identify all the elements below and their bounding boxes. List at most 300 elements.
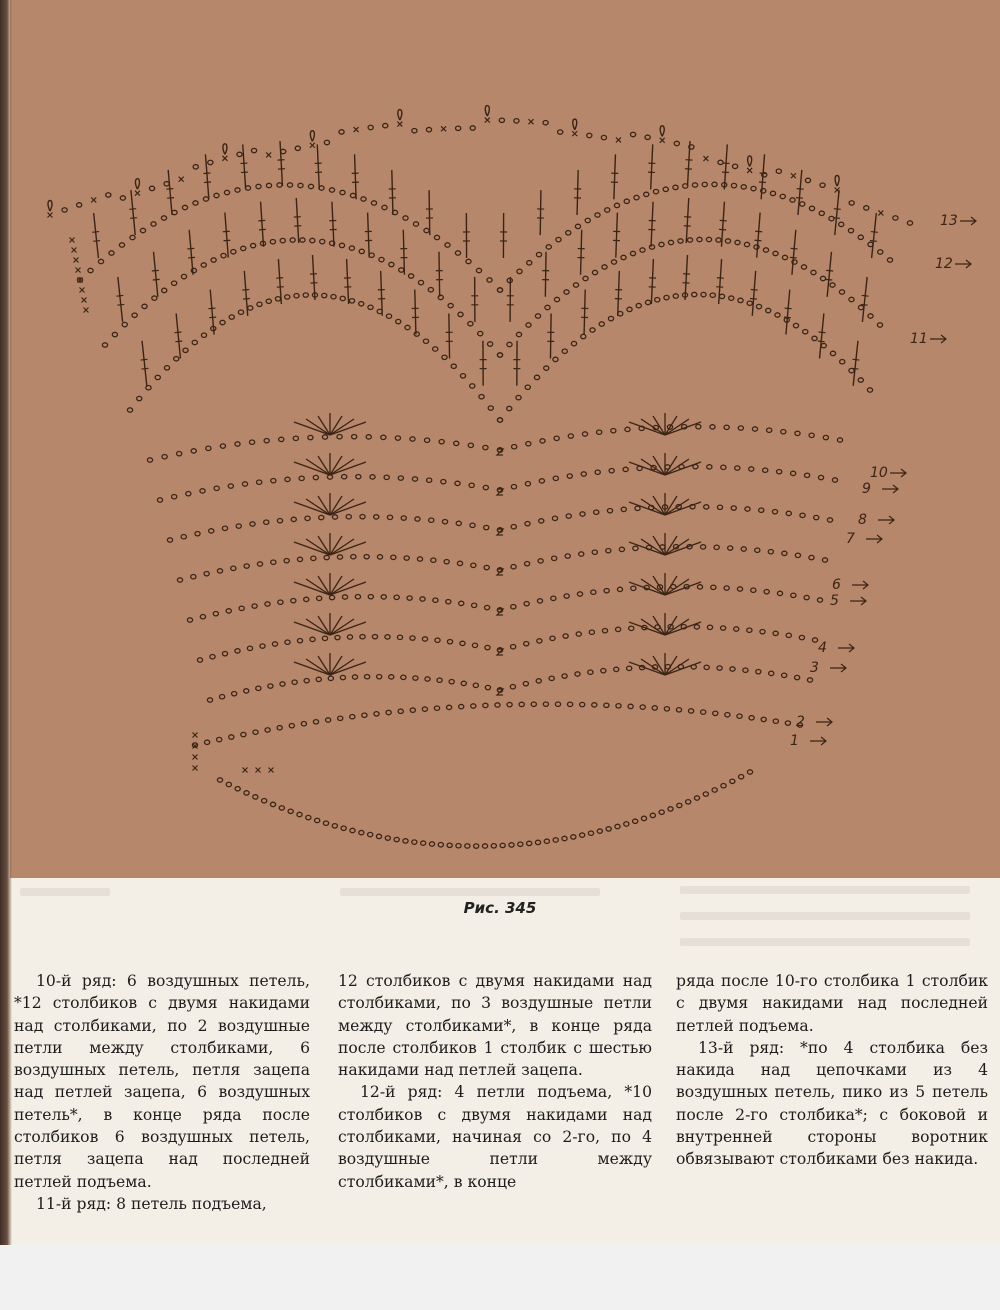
treble-stitch-mark xyxy=(392,170,393,215)
single-crochet-mark xyxy=(74,258,79,263)
chain-stitch-mark xyxy=(592,703,597,707)
chain-stitch-mark xyxy=(551,596,556,600)
chain-stitch-mark xyxy=(222,651,227,655)
chain-stitch-mark xyxy=(339,243,344,247)
fan-stitch-mark xyxy=(294,462,330,475)
chain-stitch-mark xyxy=(322,636,327,640)
treble-stitch-mark xyxy=(261,202,264,247)
chain-stitch-mark xyxy=(219,695,224,699)
chain-stitch-mark xyxy=(313,720,318,724)
treble-stitch-mark xyxy=(545,252,546,297)
yarn-over-tick xyxy=(871,232,878,233)
chain-stitch-mark xyxy=(516,395,521,399)
yarn-over-tick xyxy=(188,257,195,258)
chain-stitch-mark xyxy=(617,587,622,591)
chain-stitch-mark xyxy=(580,512,585,516)
yarn-over-tick xyxy=(750,299,757,300)
chain-stitch-mark xyxy=(62,208,67,212)
chain-stitch-mark xyxy=(512,445,517,449)
fan-stitch-mark xyxy=(629,422,665,435)
chain-stitch-mark xyxy=(268,684,273,688)
chain-stitch-mark xyxy=(374,712,379,716)
chain-stitch-mark xyxy=(621,255,626,259)
chain-stitch-mark xyxy=(714,545,719,549)
chain-stitch-mark xyxy=(773,251,778,255)
chain-stitch-mark xyxy=(235,649,240,653)
chain-stitch-mark xyxy=(311,556,316,560)
treble-stitch-mark xyxy=(189,230,193,275)
chain-stitch-mark xyxy=(768,549,773,553)
chain-stitch-mark xyxy=(386,314,391,318)
chain-stitch-mark xyxy=(294,294,299,298)
fan-stitch-mark xyxy=(629,582,665,595)
chain-stitch-mark xyxy=(377,555,382,559)
chain-stitch-mark xyxy=(132,313,137,317)
chain-stitch-mark xyxy=(410,708,415,712)
chain-stitch-mark xyxy=(332,515,337,519)
yarn-over-tick xyxy=(759,182,766,183)
chain-stitch-mark xyxy=(470,523,475,527)
chain-stitch-mark xyxy=(186,491,191,495)
chain-stitch-mark xyxy=(423,339,428,343)
chain-stitch-mark xyxy=(527,841,532,845)
chain-stitch-mark xyxy=(645,135,650,139)
chain-stitch-mark xyxy=(634,195,639,199)
single-crochet-mark xyxy=(91,197,96,202)
chain-stitch-mark xyxy=(483,445,488,449)
yarn-over-tick xyxy=(141,359,148,360)
yarn-over-tick xyxy=(153,279,160,280)
chain-stitch-mark xyxy=(293,436,298,440)
chain-stitch-mark xyxy=(562,674,567,678)
chain-stitch-mark xyxy=(818,475,823,479)
chain-stitch-mark xyxy=(525,521,530,525)
chain-stitch-mark xyxy=(426,127,431,131)
chain-stitch-mark xyxy=(609,468,614,472)
chain-stitch-mark xyxy=(244,791,249,795)
chain-stitch-mark xyxy=(587,133,592,137)
chain-stitch-mark xyxy=(162,288,167,292)
chain-stitch-mark xyxy=(566,514,571,518)
chain-stitch-mark xyxy=(751,186,756,190)
fan-stitch-mark xyxy=(665,502,701,515)
chain-stitch-mark xyxy=(262,799,267,803)
chain-stitch-mark xyxy=(387,515,392,519)
chain-stitch-mark xyxy=(730,667,735,671)
row-number-label: 12 xyxy=(935,256,953,272)
yarn-over-tick xyxy=(130,218,137,219)
chain-stitch-mark xyxy=(119,243,124,247)
yarn-over-tick xyxy=(796,198,803,199)
yarn-over-tick xyxy=(116,295,123,296)
fan-stitch-mark xyxy=(330,422,366,435)
treble-stitch-mark xyxy=(786,290,790,335)
chain-stitch-mark xyxy=(396,319,401,323)
chain-stitch-mark xyxy=(605,208,610,212)
chain-stitch-mark xyxy=(664,707,669,711)
chain-stitch-mark xyxy=(206,446,211,450)
picot-mark xyxy=(310,131,314,142)
chain-stitch-mark xyxy=(827,518,832,522)
chain-stitch-mark xyxy=(747,628,752,632)
chain-stitch-mark xyxy=(755,548,760,552)
chain-stitch-mark xyxy=(777,469,782,473)
chain-stitch-mark xyxy=(433,347,438,351)
chain-stitch-mark xyxy=(706,237,711,241)
chain-stitch-mark xyxy=(340,190,345,194)
treble-stitch-mark xyxy=(614,154,616,199)
chain-stitch-mark xyxy=(221,253,226,257)
chain-stitch-mark xyxy=(701,292,706,296)
chain-stitch-mark xyxy=(724,586,729,590)
chain-stitch-mark xyxy=(248,306,253,310)
single-crochet-mark xyxy=(193,733,198,738)
chain-stitch-mark xyxy=(394,837,399,841)
treble-stitch-mark xyxy=(835,190,839,235)
chain-stitch-mark xyxy=(809,206,814,210)
chain-stitch-mark xyxy=(368,125,373,129)
treble-stitch-mark xyxy=(280,141,283,186)
chain-stitch-mark xyxy=(535,314,540,318)
chain-stitch-mark xyxy=(192,340,197,344)
chain-stitch-mark xyxy=(352,675,357,679)
chain-stitch-mark xyxy=(471,563,476,567)
chain-stitch-mark xyxy=(410,636,415,640)
chain-stitch-mark xyxy=(488,406,493,410)
chain-stitch-mark xyxy=(655,298,660,302)
chain-stitch-mark xyxy=(576,632,581,636)
chain-stitch-mark xyxy=(725,239,730,243)
chain-stitch-mark xyxy=(721,784,726,788)
chain-stitch-mark xyxy=(674,141,679,145)
chain-stitch-mark xyxy=(500,843,505,847)
chain-stitch-mark xyxy=(735,466,740,470)
yarn-over-tick xyxy=(852,359,859,360)
chain-stitch-mark xyxy=(791,471,796,475)
row-number-label: 5 xyxy=(830,593,839,609)
chain-stitch-mark xyxy=(320,239,325,243)
chain-stitch-mark xyxy=(887,258,892,262)
chain-stitch-mark xyxy=(571,835,576,839)
chain-stitch-mark xyxy=(775,313,780,317)
chain-stitch-mark xyxy=(741,547,746,551)
chain-stitch-mark xyxy=(470,384,475,388)
chain-stitch-mark xyxy=(403,216,408,220)
chain-stitch-mark xyxy=(412,129,417,133)
row-number-label: 7 xyxy=(846,531,855,547)
chain-stitch-mark xyxy=(602,628,607,632)
single-crochet-mark xyxy=(529,119,534,124)
single-crochet-mark xyxy=(485,118,490,123)
chain-stitch-mark xyxy=(231,250,236,254)
chain-stitch-mark xyxy=(350,828,355,832)
chain-stitch-mark xyxy=(468,443,473,447)
chain-stitch-mark xyxy=(543,121,548,125)
chain-stitch-mark xyxy=(630,251,635,255)
single-crochet-mark xyxy=(878,210,883,215)
yarn-over-tick xyxy=(223,231,230,232)
chain-stitch-mark xyxy=(422,637,427,641)
chain-stitch-mark xyxy=(604,588,609,592)
chain-stitch-mark xyxy=(401,516,406,520)
chain-stitch-mark xyxy=(281,149,286,153)
treble-stitch-mark xyxy=(752,271,755,316)
chain-stitch-mark xyxy=(151,222,156,226)
chain-stitch-mark xyxy=(764,589,769,593)
chain-stitch-mark xyxy=(442,519,447,523)
single-crochet-mark xyxy=(354,127,359,132)
chain-stitch-mark xyxy=(790,198,795,202)
chain-stitch-mark xyxy=(207,698,212,702)
chain-stitch-mark xyxy=(621,507,626,511)
chain-stitch-mark xyxy=(376,834,381,838)
single-crochet-mark xyxy=(269,768,274,773)
chain-stitch-mark xyxy=(341,826,346,830)
chain-stitch-mark xyxy=(290,238,295,242)
chain-stitch-mark xyxy=(782,673,787,677)
row-direction-arrow xyxy=(852,581,868,589)
chain-stitch-mark xyxy=(417,557,422,561)
chain-stitch-mark xyxy=(412,840,417,844)
chain-stitch-mark xyxy=(553,838,558,842)
chain-stitch-mark xyxy=(303,293,308,297)
chain-stitch-mark xyxy=(414,332,419,336)
yarn-over-tick xyxy=(784,317,791,318)
chain-stitch-mark xyxy=(280,682,285,686)
chain-stitch-mark xyxy=(588,831,593,835)
chain-stitch-mark xyxy=(298,183,303,187)
chain-stitch-mark xyxy=(717,505,722,509)
chain-stitch-mark xyxy=(659,810,664,814)
chain-stitch-mark xyxy=(109,251,114,255)
chain-stitch-mark xyxy=(252,604,257,608)
chain-stitch-mark xyxy=(183,348,188,352)
chain-stitch-mark xyxy=(409,274,414,278)
single-crochet-mark xyxy=(243,768,248,773)
single-crochet-mark xyxy=(193,755,198,760)
yarn-over-tick xyxy=(826,270,833,271)
chain-stitch-mark xyxy=(257,302,262,306)
row-direction-arrow xyxy=(955,260,971,268)
chain-stitch-mark xyxy=(340,296,345,300)
chain-stitch-mark xyxy=(782,255,787,259)
chain-stitch-mark xyxy=(848,228,853,232)
chain-stitch-mark xyxy=(434,706,439,710)
chain-stitch-mark xyxy=(511,645,516,649)
chain-stitch-mark xyxy=(577,592,582,596)
treble-stitch-mark xyxy=(332,202,334,247)
chain-stitch-mark xyxy=(277,183,282,187)
single-crochet-mark xyxy=(72,248,77,253)
chain-stitch-mark xyxy=(434,235,439,239)
chain-stitch-mark xyxy=(712,182,717,186)
chain-stitch-mark xyxy=(633,546,638,550)
chain-stitch-mark xyxy=(385,836,390,840)
treble-stitch-mark xyxy=(550,313,551,358)
chain-stitch-mark xyxy=(756,669,761,673)
treble-stitch-mark xyxy=(853,341,858,386)
chain-stitch-mark xyxy=(839,290,844,294)
chain-stitch-mark xyxy=(631,586,636,590)
yarn-over-tick xyxy=(785,308,792,309)
yarn-over-tick xyxy=(755,231,762,232)
chain-stitch-mark xyxy=(687,238,692,242)
chain-stitch-mark xyxy=(331,295,336,299)
fan-stitch-mark xyxy=(294,502,330,515)
row-direction-arrow xyxy=(816,718,832,726)
fan-stitch-mark xyxy=(665,542,701,555)
chain-stitch-mark xyxy=(868,314,873,318)
paragraph: 11-й ряд: 8 петель подъема, xyxy=(36,1194,267,1213)
yarn-over-tick xyxy=(755,240,762,241)
chain-stitch-mark xyxy=(497,288,502,292)
yarn-over-tick xyxy=(187,248,194,249)
chain-stitch-mark xyxy=(907,221,912,225)
picot-mark xyxy=(748,156,752,167)
bottom-margin xyxy=(0,1245,1000,1310)
chain-stitch-mark xyxy=(592,270,597,274)
chain-stitch-mark xyxy=(795,553,800,557)
chain-stitch-mark xyxy=(640,248,645,252)
chain-stitch-mark xyxy=(244,689,249,693)
chain-stitch-mark xyxy=(525,481,530,485)
chain-stitch-mark xyxy=(630,132,635,136)
chain-stitch-mark xyxy=(839,222,844,226)
chain-stitch-mark xyxy=(524,601,529,605)
chain-stitch-mark xyxy=(553,476,558,480)
chain-stitch-mark xyxy=(140,228,145,232)
chain-stitch-mark xyxy=(538,559,543,563)
chain-stitch-mark xyxy=(759,508,764,512)
fan-stitch-mark xyxy=(665,582,701,595)
fan-stitch-mark xyxy=(330,622,366,635)
row-direction-arrow xyxy=(930,335,946,343)
chain-stitch-mark xyxy=(241,246,246,250)
chain-stitch-mark xyxy=(470,126,475,130)
chain-stitch-mark xyxy=(383,123,388,127)
chain-stitch-mark xyxy=(628,704,633,708)
chain-stitch-mark xyxy=(544,839,549,843)
chain-stitch-mark xyxy=(191,449,196,453)
chain-stitch-mark xyxy=(102,343,107,347)
chain-stitch-mark xyxy=(767,428,772,432)
chain-stitch-mark xyxy=(391,555,396,559)
chain-stitch-mark xyxy=(763,248,768,252)
chain-stitch-mark xyxy=(745,507,750,511)
chain-stitch-mark xyxy=(208,160,213,164)
chain-stitch-mark xyxy=(718,160,723,164)
chain-stitch-mark xyxy=(487,278,492,282)
chain-stitch-mark xyxy=(237,152,242,156)
chain-stitch-mark xyxy=(368,305,373,309)
chain-stitch-mark xyxy=(167,538,172,542)
chain-stitch-mark xyxy=(565,554,570,558)
chain-stitch-mark xyxy=(483,703,488,707)
chain-stitch-mark xyxy=(210,655,215,659)
chain-stitch-mark xyxy=(624,822,629,826)
picot-mark xyxy=(135,179,139,190)
treble-stitch-mark xyxy=(651,144,653,189)
chain-stitch-mark xyxy=(284,558,289,562)
chain-stitch-mark xyxy=(332,824,337,828)
yarn-over-tick xyxy=(852,368,859,369)
chain-stitch-mark xyxy=(142,304,147,308)
chain-stitch-mark xyxy=(499,118,504,122)
chain-stitch-mark xyxy=(448,303,453,307)
chain-stitch-mark xyxy=(702,182,707,186)
chain-stitch-mark xyxy=(291,598,296,602)
chain-stitch-mark xyxy=(772,509,777,513)
chain-stitch-mark xyxy=(820,276,825,280)
chain-stitch-mark xyxy=(397,635,402,639)
chain-stitch-mark xyxy=(599,322,604,326)
chain-stitch-mark xyxy=(821,343,826,347)
chain-stitch-mark xyxy=(238,310,243,314)
chain-stitch-mark xyxy=(556,237,561,241)
chain-stitch-mark xyxy=(468,322,473,326)
chain-stitch-mark xyxy=(858,235,863,239)
row-direction-arrow xyxy=(890,469,906,477)
treble-stitch-mark xyxy=(872,213,877,258)
chain-stitch-mark xyxy=(595,470,600,474)
chain-stitch-mark xyxy=(474,844,479,848)
chain-stitch-mark xyxy=(606,827,611,831)
crochet-diagram xyxy=(10,0,1000,878)
figure-caption: Рис. 345 xyxy=(463,899,537,917)
chain-stitch-mark xyxy=(265,728,270,732)
chain-stitch-mark xyxy=(543,702,548,706)
treble-stitch-mark xyxy=(296,198,299,243)
chain-stitch-mark xyxy=(805,178,810,182)
treble-stitch-mark xyxy=(176,313,180,358)
text-column-3 xyxy=(676,970,988,1171)
chain-stitch-mark xyxy=(335,635,340,639)
chain-stitch-mark xyxy=(120,196,125,200)
single-crochet-mark xyxy=(310,143,315,148)
chain-stitch-mark xyxy=(174,357,179,361)
chain-stitch-mark xyxy=(786,633,791,637)
yarn-over-tick xyxy=(117,304,124,305)
chain-stitch-mark xyxy=(355,595,360,599)
chain-stitch-mark xyxy=(582,432,587,436)
chain-stitch-mark xyxy=(710,293,715,297)
yarn-over-tick xyxy=(208,308,215,309)
row-direction-arrow xyxy=(810,737,826,745)
chain-stitch-mark xyxy=(319,515,324,519)
chain-stitch-mark xyxy=(830,283,835,287)
chain-stitch-mark xyxy=(812,638,817,642)
chain-stitch-mark xyxy=(663,187,668,191)
chain-stitch-mark xyxy=(279,806,284,810)
chain-stitch-mark xyxy=(893,216,898,220)
chain-stitch-mark xyxy=(738,426,743,430)
chain-stitch-mark xyxy=(495,703,500,707)
fan-stitch-mark xyxy=(294,422,330,435)
chain-stitch-mark xyxy=(317,596,322,600)
chain-stitch-mark xyxy=(536,252,541,256)
chain-stitch-mark xyxy=(756,304,761,308)
chain-stitch-mark xyxy=(172,210,177,214)
chain-stitch-mark xyxy=(337,435,342,439)
chain-stitch-mark xyxy=(697,237,702,241)
chain-stitch-mark xyxy=(694,625,699,629)
chain-stitch-mark xyxy=(278,600,283,604)
single-crochet-mark xyxy=(747,168,752,173)
chain-stitch-mark xyxy=(200,615,205,619)
yarn-over-tick xyxy=(790,257,797,258)
chain-stitch-mark xyxy=(308,435,313,439)
chain-stitch-mark xyxy=(461,681,466,685)
